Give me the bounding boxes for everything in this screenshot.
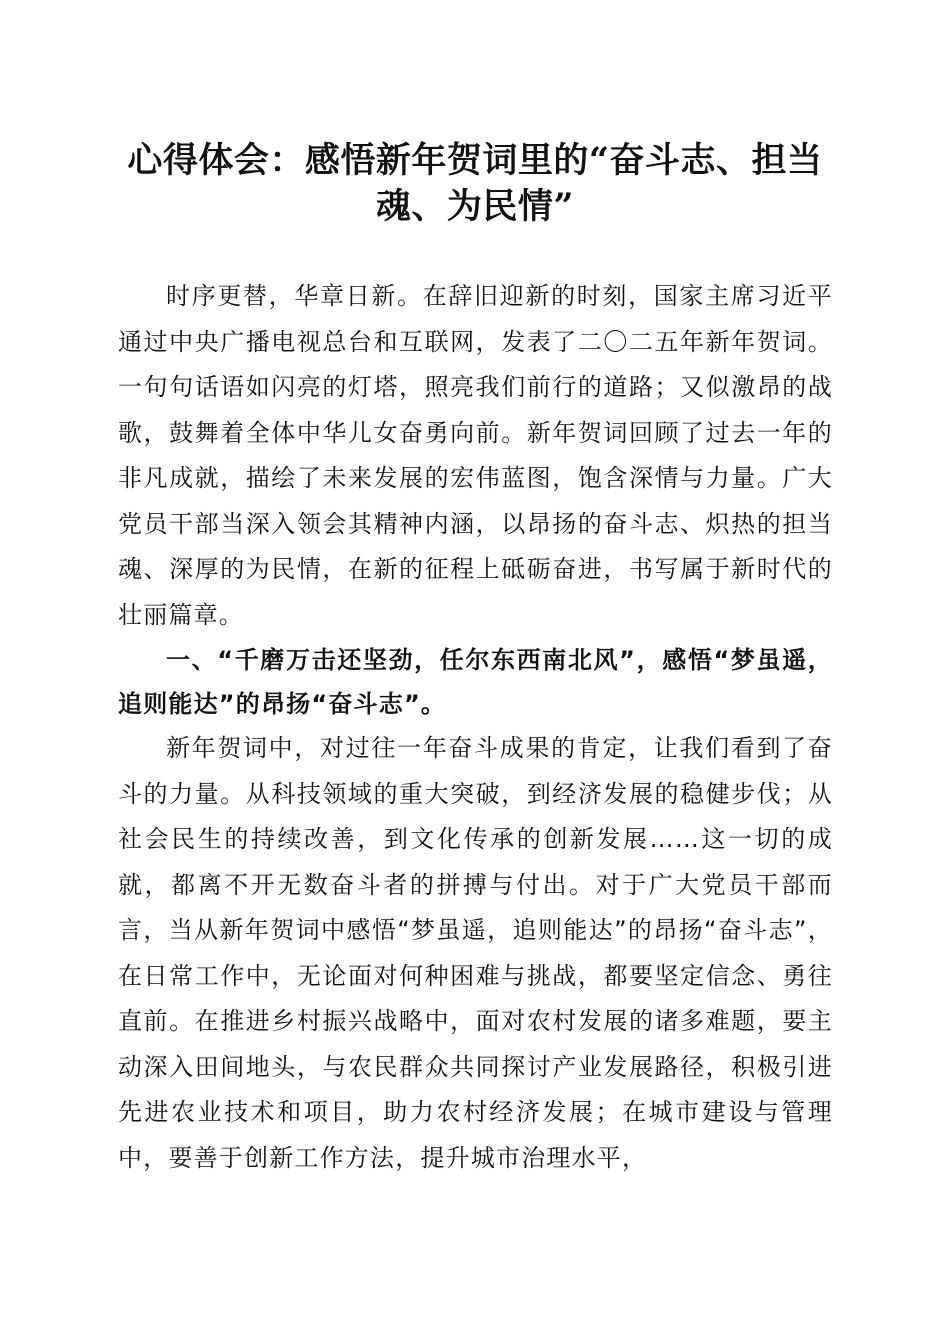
intro-paragraph: 时序更替，华章日新。在辞旧迎新的时刻，国家主席习近平通过中央广播电视总台和互联网，发表了二〇二五年新年贺词。一句句话语如闪亮的灯塔，照亮我们前行的道路；又似激昂的战歌，鼓舞着全体中华儿女奋勇向前。新年贺词回顾了过去一年的非凡成就，描绘了未来发展的宏伟蓝图，饱含深情与力量。广大党员干部当深入领会其精神内涵，以昂扬的奋斗志、炽热的担当魂、深厚的为民情，在新的征程上砥砺奋进，书写属于新时代的壮丽篇章。 xyxy=(118,282,833,629)
document-title: 心得体会：感悟新年贺词里的“奋斗志、担当魂、为民情” xyxy=(127,140,823,227)
document-body xyxy=(118,274,833,1181)
section-heading-1: 一、“千磨万击还坚劲，任尔东西南北风”，感悟“梦虽遥，追则能达”的昂扬“奋斗志”。 xyxy=(118,646,833,718)
section-1-paragraph: 新年贺词中，对过往一年奋斗成果的肯定，让我们看到了奋斗的力量。从科技领域的重大突破，到经济发展的稳健步伐；从社会民生的持续改善，到文化传承的创新发展……这一切的成就，都离不开无数奋斗者的拼搏与付出。对于广大党员干部而言，当从新年贺词中感悟“梦虽遥，追则能达”的昂扬“奋斗志”，在日常工作中，无论面对何种困难与挑战，都要坚定信念、勇往直前。在推进乡村振兴战略中，面对农村发展的诸多难题，要主动深入田间地头，与农民群众共同探讨产业发展路径，积极引进先进农业技术和项目，助力农村经济发展；在城市建设与管理中，要善于创新工作方法，提升城市治理水平， xyxy=(118,734,833,1172)
